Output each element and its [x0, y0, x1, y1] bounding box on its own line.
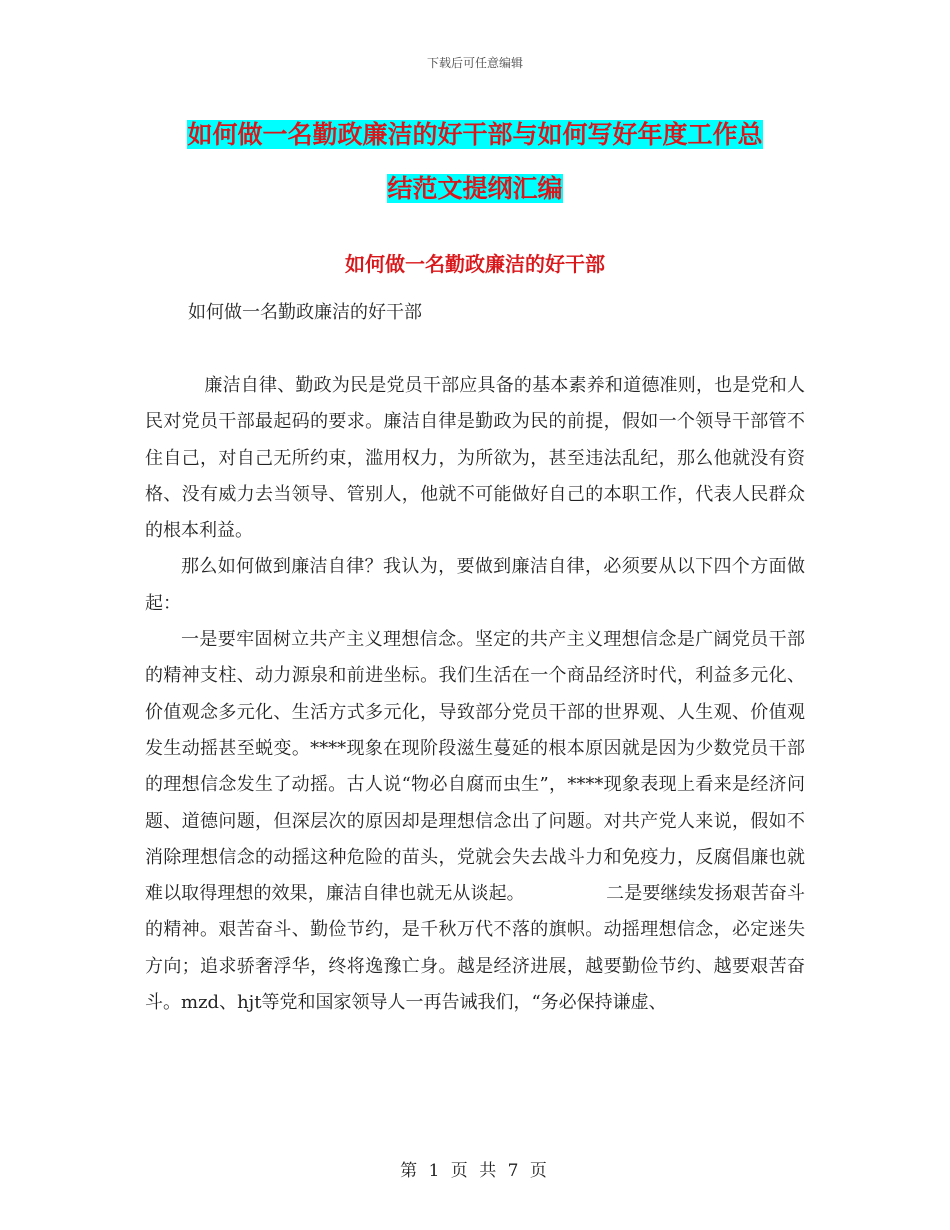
section-heading: 如何做一名勤政廉洁的好干部: [345, 252, 605, 276]
page-header-note: 下载后可任意编辑: [426, 56, 523, 70]
document-title: [150, 108, 800, 216]
section-subheading: 如何做一名勤政廉洁的好干部: [188, 302, 422, 323]
body-paragraph: 那么如何做到廉洁自律？我认为，要做到廉洁自律，必须要从以下四个方面做起：: [145, 556, 805, 614]
document-title-line2: 结范文提纲汇编: [387, 174, 563, 203]
body-paragraph: 廉洁自律、勤政为民是党员干部应具备的基本素养和道德准则，也是党和人民对党员干部最起码的要求。廉洁自律是勤政为民的前提，假如一个领导干部管不住自己，对自己无所约束，滥用权力，为所欲为，甚至违法乱纪，那么他就没有资格、没有威力去当领导、管别人，他就不可能做好自己的本职工作，代表人民群众的根本利益。: [145, 375, 805, 542]
document-title-line1: 如何做一名勤政廉洁的好干部与如何写好年度工作总: [187, 120, 763, 149]
body-text: [145, 368, 805, 1021]
body-paragraph: 一是要牢固树立共产主义理想信念。坚定的共产主义理想信念是广阔党员干部的精神支柱、动力源泉和前进坐标。我们生活在一个商品经济时代，利益多元化、价值观念多元化、生活方式多元化，导致部分党员干部的世界观、人生观、价值观发生动摇甚至蜕变。****现象在现阶段滋生蔓延的根本原因就是因为少数党员干部的理想信念发生了动摇。古人说“物必自腐而虫生”，****现象表现上看来是经济问题、道德问题，但深层次的原因却是理想信念出了问题。对共产党人来说，假如不消除理想信念的动摇这种危险的苗头，党就会失去战斗力和免疫力，反腐倡廉也就难以取得理想的效果，廉洁自律也就无从谈起。 二是要继续发扬艰苦奋斗的精神。艰苦奋斗、勤俭节约，是千秋万代不落的旗帜。动摇理想信念，必定迷失方向；追求骄奢浮华，终将逸豫亡身。越是经济进展，越要勤俭节约、越要艰苦奋斗。mzd、hjt等党和国家领导人一再告诫我们，“务必保持谦虚、: [145, 629, 805, 1014]
page-number: 第 1 页 共 7 页: [400, 1161, 550, 1181]
